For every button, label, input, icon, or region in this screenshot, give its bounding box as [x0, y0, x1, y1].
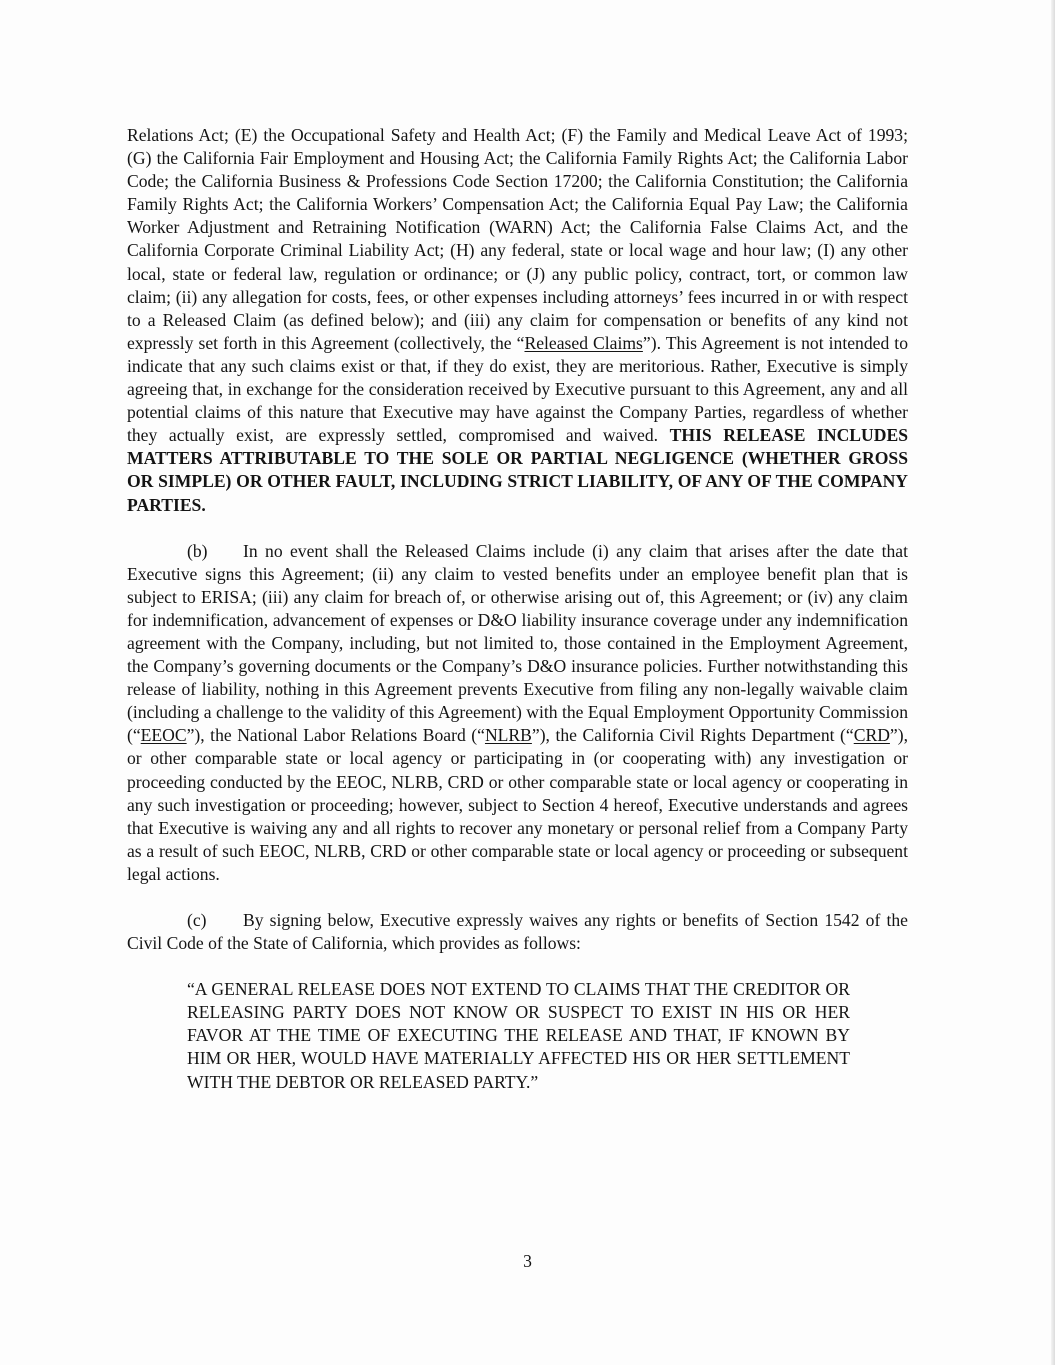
paragraph-a-text-1: Relations Act; (E) the Occupational Safety and Health Act; (F) the Family and Medical Leave Act of 1993; (G) the California Fair Employment and Housing Act; the California Family Rights Act; the California Labor Code; the California Business & Professions Code Section 17200; the California Constitution; the California Family Rights Act; the California Workers’ Compensation Act; the California Equal Pay Law; the California Worker Adjustment and Retraining Notification (WARN) Act; the California False Claims Act, and the California Corporate Criminal Liability Act; (H) any federal, state or local wage and hour law; (I) any other local, state or federal law, regulation or ordinance; or (J) any public policy, contract, tort, or common law claim; (ii) any allegation for costs, fees, or other expenses including attorneys’ fees incurred in or with respect to a Released Claim (as defined below); and (iii) any claim for compensation or benefits of any kind not expressly set forth in this Agreement (collectively, the “	[127, 125, 908, 353]
paragraph-b-label: (b)	[187, 540, 208, 561]
paragraph-c-label: (c)	[187, 910, 207, 930]
defined-term-crd: CRD	[853, 725, 890, 746]
defined-term-released-claims: Released Claims	[524, 332, 643, 353]
paragraph-c-text: By signing below, Executive expressly waives any rights or benefits of Section 1542 of the Civil Code of the State of California, which provides as follows:	[127, 910, 908, 954]
page-number: 3	[523, 1251, 532, 1271]
paragraph-b-text-1: In no event shall the Released Claims include (i) any claim that arises after the date that Executive signs this Agreement; (ii) any claim to vested benefits under an employee benefit plan that is subject to ERISA; (iii) any claim for breach of, or otherwise arising out of, this Agreement; or (iv) any claim for indemnification, advancement of expenses or D&O liability insurance coverage under any indemnification agreement with the Company, including, but not limited to, those contained in the Employment Agreement, the Company’s governing documents or the Company’s D&O insurance policies. Further notwithstanding this release of liability, nothing in this Agreement prevents Executive from filing any non-legally waivable claim (including a challenge to the validity of this Agreement) with the Equal Employment Opportunity Commission (“	[127, 540, 908, 746]
paragraph-b-text-2: ”), the National Labor Relations Board (“	[186, 725, 485, 746]
paragraph-a-text-2: ”). This Agreement is not intended to indicate that any such claims exist or that, if they do exist, they are meritorious. Rather, Executive is simply agreeing that, in exchange for the consideration received by Executive pursuant to this Agreement, any and all potential claims of this nature that Executive may have against the Company Parties, regardless of whether they actually exist, are expressly settled, compromised and waived.	[127, 332, 908, 446]
defined-term-eeoc: EEOC	[140, 725, 187, 746]
page-edge-shadow	[1051, 0, 1055, 1365]
paragraph-c	[127, 909, 908, 955]
paragraph-b-text-3: ”), the California Civil Rights Department (“	[531, 725, 854, 746]
document-body	[127, 124, 908, 1094]
civil-code-1542-quote: “A GENERAL RELEASE DOES NOT EXTEND TO CLAIMS THAT THE CREDITOR OR RELEASING PARTY DOES NOT KNOW OR SUSPECT TO EXIST IN HIS OR HER FAVOR AT THE TIME OF EXECUTING THE RELEASE AND THAT, IF KNOWN BY HIM OR HER, WOULD HAVE MATERIALLY AFFECTED HIS OR HER SETTLEMENT WITH THE DEBTOR OR RELEASED PARTY.”	[187, 979, 850, 1092]
negligence-clause-bold: THIS RELEASE INCLUDES MATTERS ATTRIBUTABLE TO THE SOLE OR PARTIAL NEGLIGENCE (WHETHER GROSS OR SIMPLE) OR OTHER FAULT, INCLUDING STRICT LIABILITY, OF ANY OF THE COMPANY PARTIES.	[127, 425, 908, 515]
paragraph-a-continuation	[127, 124, 908, 517]
paragraph-b-text-4: ”), or other comparable state or local agency or participating in (or cooperating with) any investigation or proceeding conducted by the EEOC, NLRB, CRD or other comparable state or local agency or cooperating in any such investigation or proceeding; however, subject to Section 4 hereof, Executive understands and agrees that Executive is waiving any and all rights to recover any monetary or personal relief from a Company Party as a result of such EEOC, NLRB, CRD or other comparable state or local agency or proceeding or subsequent legal actions.	[127, 725, 908, 884]
paragraph-b	[127, 540, 908, 886]
defined-term-nlrb: NLRB	[484, 725, 532, 746]
